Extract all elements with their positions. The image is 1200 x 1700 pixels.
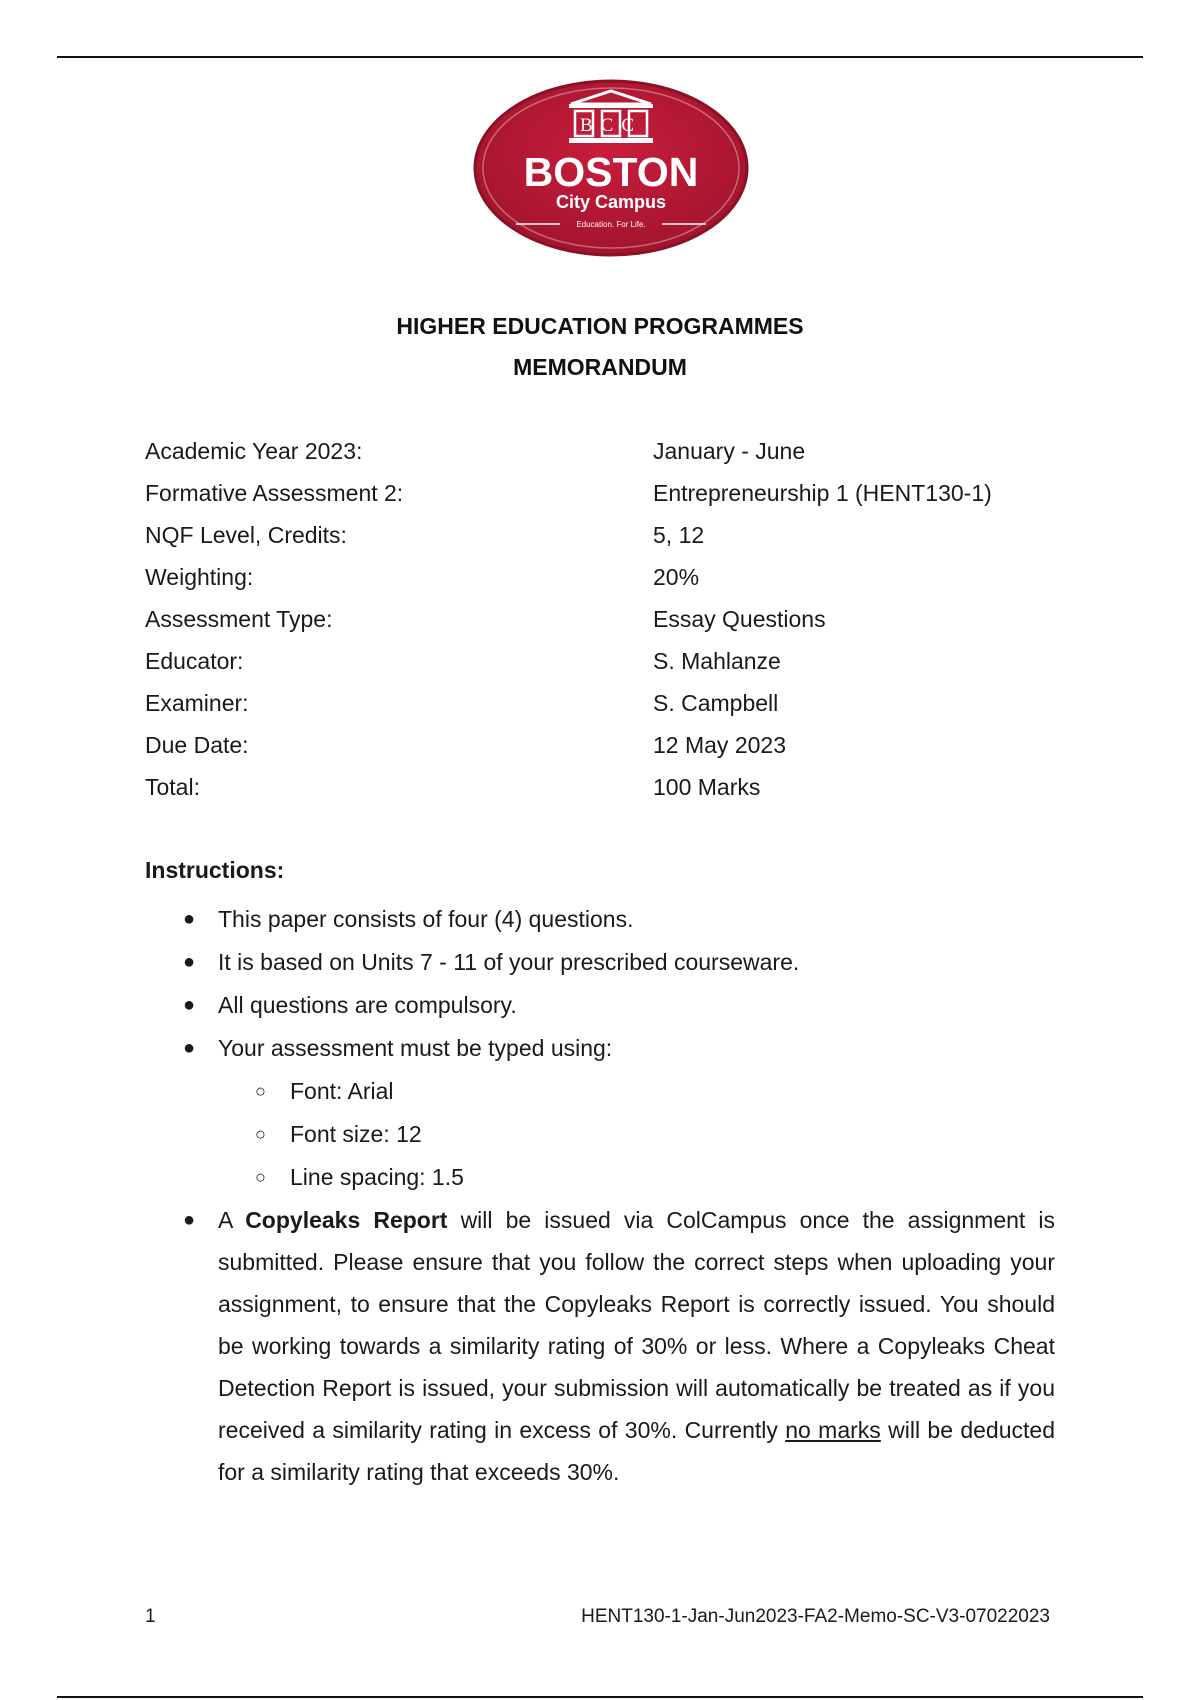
assessment-details [145, 438, 1045, 816]
instruction-item [145, 984, 1055, 1027]
copyleaks-instruction [145, 1199, 1055, 1493]
detail-row [145, 774, 1045, 816]
copyleaks-underlined: no marks [785, 1417, 881, 1443]
instruction-item [145, 941, 1055, 984]
detail-value: January - June [653, 438, 806, 464]
detail-label: NQF Level, Credits: [145, 522, 347, 548]
detail-row [145, 522, 1045, 564]
instruction-item [145, 1027, 1055, 1070]
bullet-icon: ● [183, 1209, 196, 1231]
detail-label: Weighting: [145, 564, 254, 590]
detail-label: Formative Assessment 2: [145, 480, 404, 506]
copyleaks-suffix: will be deducted for a similarity rating that exceeds 30%. [218, 1417, 1055, 1485]
instruction-text: All questions are compulsory. [218, 992, 517, 1018]
instruction-text: It is based on Units 7 - 11 of your prescribed courseware. [218, 949, 800, 975]
detail-row [145, 648, 1045, 690]
logo-name: BOSTON [523, 149, 699, 195]
detail-row [145, 690, 1045, 732]
detail-row [145, 606, 1045, 648]
detail-label: Academic Year 2023: [145, 438, 363, 464]
logo-sub: City Campus [555, 192, 667, 212]
detail-value: S. Campbell [653, 690, 779, 716]
sub-instruction-item [145, 1070, 1055, 1113]
bullet-icon: ● [183, 908, 196, 930]
detail-label: Assessment Type: [145, 606, 333, 632]
detail-row [145, 480, 1045, 522]
copyleaks-bold: Copyleaks Report [245, 1207, 448, 1233]
sub-instruction-item [145, 1113, 1055, 1156]
document-code: HENT130-1-Jan-Jun2023-FA2-Memo-SC-V3-07022023 [581, 1606, 1050, 1627]
copyleaks-prefix: A [218, 1207, 246, 1233]
boston-city-campus-logo [472, 78, 750, 258]
document-type-heading: MEMORANDUM [513, 354, 687, 380]
bullet-icon: ● [183, 994, 196, 1016]
detail-row [145, 438, 1045, 480]
detail-label: Examiner: [145, 690, 249, 716]
page-number: 1 [145, 1606, 156, 1627]
bottom-rule [57, 1696, 1143, 1698]
detail-value: 5, 12 [653, 522, 705, 548]
detail-row [145, 732, 1045, 774]
sub-instruction-text: Font size: 12 [290, 1121, 422, 1147]
detail-label: Educator: [145, 648, 244, 674]
bullet-icon: ● [183, 951, 196, 973]
sub-instruction-text: Line spacing: 1.5 [290, 1164, 464, 1190]
circle-bullet-icon: ○ [255, 1124, 266, 1144]
circle-bullet-icon: ○ [255, 1081, 266, 1101]
sub-instruction-text: Font: Arial [290, 1078, 394, 1104]
detail-row [145, 564, 1045, 606]
instructions-list [145, 898, 1055, 1493]
copyleaks-text: will be issued via ColCampus once the assignment is submitted. Please ensure that you follow the correct steps when uploading your assignment, to ensure that the Copyleaks Report is correctly issued. You should be working towards a similarity rating of 30% or less. Where a Copyleaks Cheat Detection Report is issued, your submission will automatically be treated as if you received a similarity rating in excess of 30%. Currently [218, 1207, 1056, 1443]
circle-bullet-icon: ○ [255, 1167, 266, 1187]
detail-value: Essay Questions [653, 606, 826, 632]
bullet-icon: ● [183, 1037, 196, 1059]
instruction-text: Your assessment must be typed using: [218, 1035, 613, 1061]
logo-mark-text: BCC [579, 115, 643, 136]
programme-heading: HIGHER EDUCATION PROGRAMMES [396, 313, 804, 339]
instruction-text: This paper consists of four (4) questions. [218, 906, 634, 932]
detail-label: Total: [145, 774, 200, 800]
top-rule [57, 56, 1143, 58]
detail-value: 100 Marks [653, 774, 761, 800]
detail-value: Entrepreneurship 1 (HENT130-1) [653, 480, 992, 506]
detail-value: 20% [653, 564, 700, 590]
detail-value: S. Mahlanze [653, 648, 781, 674]
detail-label: Due Date: [145, 732, 249, 758]
instructions-heading: Instructions: [145, 857, 285, 883]
instruction-item [145, 898, 1055, 941]
sub-instruction-item [145, 1156, 1055, 1199]
detail-value: 12 May 2023 [653, 732, 786, 758]
logo-tagline: Education. For Life. [576, 220, 646, 229]
